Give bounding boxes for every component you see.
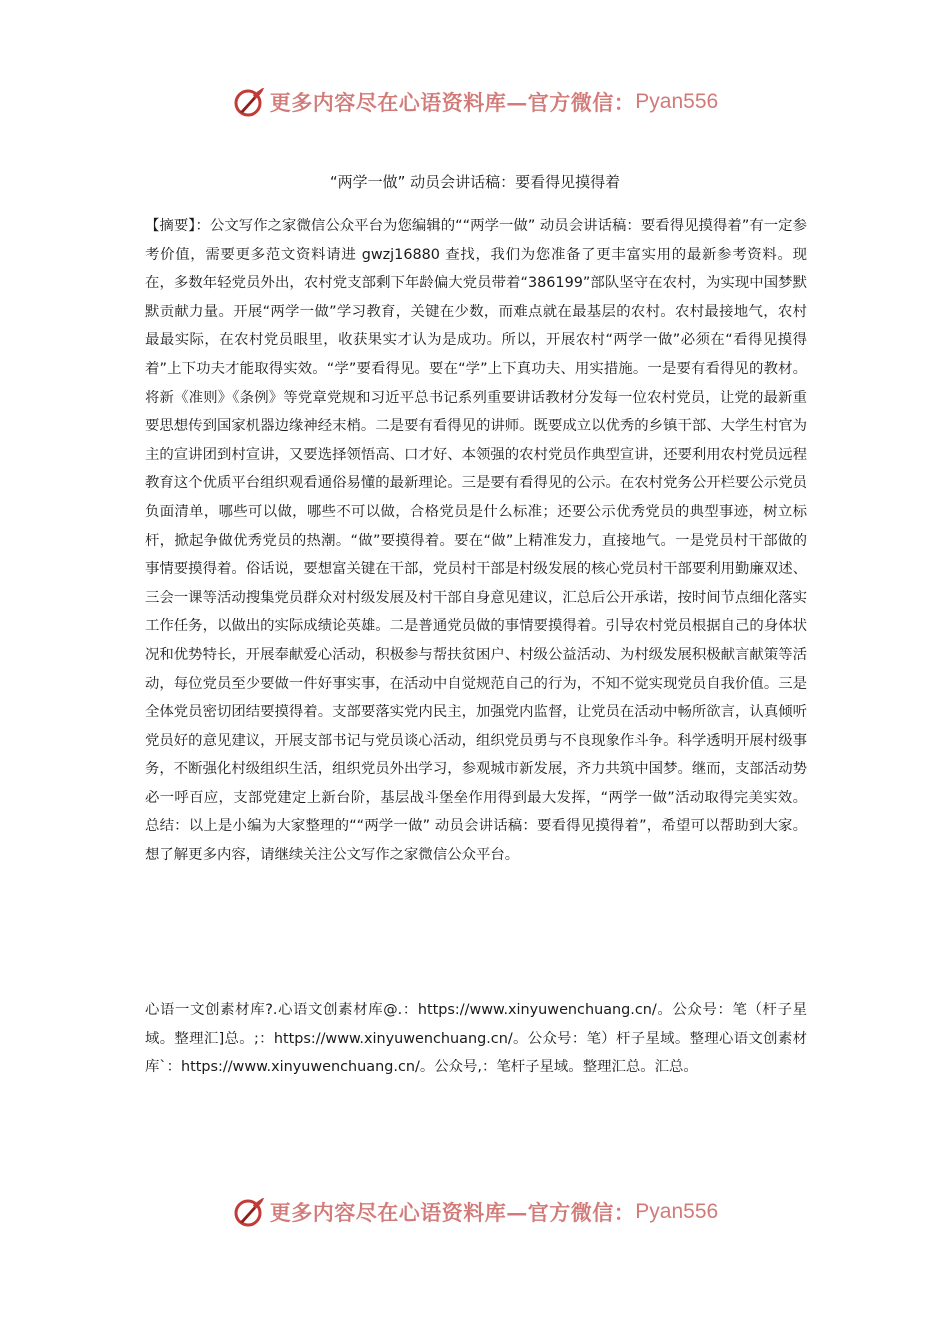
banner-wechat-handle: Pyan556 bbox=[635, 1200, 719, 1223]
footer-banner bbox=[0, 1192, 950, 1232]
document-title: “两学一做” 动员会讲话稿：要看得见摸得着 bbox=[329, 173, 621, 191]
banner-brand-text: 更多内容尽在心语资料库—官方微信： bbox=[269, 1200, 636, 1225]
quill-logo-icon bbox=[232, 1195, 266, 1229]
source-note: 心语一文创素材库?.心语文创素材库@.：https://www.xinyuwenchuang.cn/。公众号：笔（杆子星域。整理汇]总。;：https://www.xinyuwenchuang.cn/。公众号：笔）杆子星域。整理心语文创素材库`：https://www.xinyuwenchuang.cn/。公众号,：笔杆子星域。整理汇总。汇总。 bbox=[145, 1002, 807, 1076]
banner-wechat-handle: Pyan556 bbox=[635, 90, 719, 113]
document-body: 【摘要】：公文写作之家微信公众平台为您编辑的““两学一做” 动员会讲话稿：要看得见摸得着”有一定参考价值，需要更多范文资料请进 gwzj16880 查找，我们为您准备了更丰富实用的最新参考资料。现在，多数年轻党员外出，农村党支部剩下年龄偏大党员带着“386199”部队坚守在农村，为实现中国梦默默贡献力量。开展“两学一做”学习教育，关键在少数，而难点就在最基层的农村。农村最接地气，农村最最实际，在农村党员眼里，收获果实才认为是成功。所以，开展农村“两学一做”必须在“看得见摸得着”上下功夫才能取得实效。“学”要看得见。要在“学”上下真功夫、用实措施。一是要有看得见的教材。将新《准则》《条例》等党章党规和习近平总书记系列重要讲话教材分发每一位农村党员，让党的最新重要思想传到国家机器边缘神经末梢。二是要有看得见的讲师。既要成立以优秀的乡镇干部、大学生村官为主的宣讲团到村宣讲，又要选择领悟高、口才好、本领强的农村党员作典型宣讲，还要利用农村党员远程教育这个优质平台组织观看通俗易懂的最新理论。三是要有看得见的公示。在农村党务公开栏要公示党员负面清单，哪些可以做，哪些不可以做，合格党员是什么标准；还要公示优秀党员的典型事迹，树立标杆，掀起争做优秀党员的热潮。“做”要摸得着。要在“做”上精准发力，直接地气。一是党员村干部做的事情要摸得着。俗话说，要想富关键在干部，党员村干部是村级发展的核心党员村干部要利用勤廉双述、三会一课等活动搜集党员群众对村级发展及村干部自身意见建议，汇总后公开承诺，按时间节点细化落实工作任务，以做出的实际成绩论英雄。二是普通党员做的事情要摸得着。引导农村党员根据自己的身体状况和优势特长，开展奉献爱心活动，积极参与帮扶贫困户、村级公益活动、为村级发展积极献言献策等活动，每位党员至少要做一件好事实事，在活动中自觉规范自己的行为，不知不觉实现党员自我价值。三是全体党员密切团结要摸得着。支部要落实党内民主，加强党内监督，让党员在活动中畅所欲言，认真倾听党员好的意见建议，开展支部书记与党员谈心活动，组织党员勇与不良现象作斗争。科学透明开展村级事务，不断强化村级组织生活，组织党员外出学习，参观城市新发展，齐力共筑中国梦。继而，支部活动势必一呼百应，支部党建定上新台阶，基层战斗堡垒作用得到最大发挥，“两学一做”活动取得完美实效。 总结：以上是小编为大家整理的““两学一做” 动员会讲话稿：要看得见摸得着”，希望可以帮助到大家。想了解更多内容，请继续关注公文写作之家微信公众平台。 bbox=[145, 218, 807, 864]
banner-brand-text: 更多内容尽在心语资料库—官方微信： bbox=[269, 90, 636, 115]
header-banner bbox=[0, 82, 950, 122]
quill-logo-icon bbox=[232, 85, 266, 119]
